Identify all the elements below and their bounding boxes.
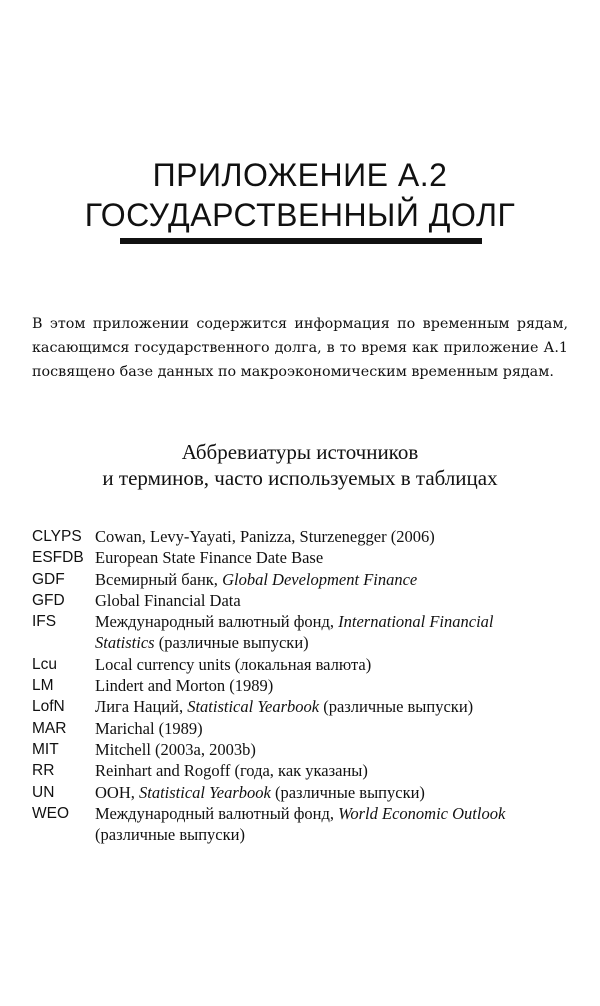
abbreviation-description bbox=[95, 547, 572, 568]
description-italic-title: Statistical Yearbook bbox=[139, 782, 271, 802]
abbreviation-row bbox=[32, 590, 572, 611]
abbreviation-row bbox=[32, 654, 572, 675]
abbreviation-description bbox=[95, 739, 572, 760]
abbreviation-list bbox=[32, 526, 572, 845]
description-italic-title: Statistics bbox=[95, 633, 155, 653]
abbreviation-description bbox=[95, 782, 572, 803]
abbreviation-row bbox=[32, 547, 572, 568]
description-italic-title: Global Development Finance bbox=[222, 569, 418, 589]
abbreviation-description bbox=[95, 654, 572, 675]
abbreviation-description bbox=[95, 824, 572, 845]
abbreviation-row bbox=[32, 824, 572, 845]
description-text: European State Finance Date Base bbox=[95, 548, 324, 568]
description-suffix: (различные выпуски) bbox=[154, 633, 309, 653]
abbreviation-row bbox=[32, 526, 572, 547]
description-italic-title: World Economic Outlook bbox=[338, 803, 506, 823]
description-text: Marichal (1989) bbox=[95, 718, 203, 738]
abbreviation-row bbox=[32, 782, 572, 803]
description-suffix: (различные выпуски) bbox=[319, 697, 474, 717]
description-text: Mitchell (2003a, 2003b) bbox=[95, 739, 256, 759]
abbreviation-row bbox=[32, 696, 572, 717]
abbreviation-row bbox=[32, 569, 572, 590]
section-heading-line1: Аббревиатуры источников bbox=[181, 440, 419, 464]
appendix-title: ПРИЛОЖЕНИЕ А.2 bbox=[152, 157, 448, 193]
abbreviation-row bbox=[32, 675, 572, 696]
description-prefix: Всемирный банк, bbox=[95, 569, 223, 589]
description-text: Lindert and Morton (1989) bbox=[95, 676, 274, 696]
abbreviation-code: WEO bbox=[32, 804, 70, 822]
intro-paragraph: В этом приложении содержится информация по временным рядам, касающимся государственного долга, в то время как приложение А.1 посвящено базе данных по макроэкономическим временным рядам. bbox=[32, 316, 568, 380]
abbreviation-row bbox=[32, 632, 572, 653]
description-text: Global Financial Data bbox=[95, 590, 241, 610]
abbreviation-row bbox=[32, 803, 572, 824]
abbreviation-code: GDF bbox=[32, 570, 65, 588]
abbreviation-description bbox=[95, 696, 572, 717]
abbreviation-description bbox=[95, 590, 572, 611]
appendix-subtitle: ГОСУДАРСТВЕННЫЙ ДОЛГ bbox=[84, 197, 516, 233]
description-suffix: (различные выпуски) bbox=[270, 782, 425, 802]
description-text: (различные выпуски) bbox=[95, 825, 245, 845]
abbreviation-code: Lcu bbox=[32, 655, 57, 673]
abbreviation-code: UN bbox=[32, 783, 55, 801]
description-prefix: Лига Наций, bbox=[95, 697, 188, 717]
abbreviation-description bbox=[95, 611, 572, 632]
description-prefix: Международный валютный фонд, bbox=[95, 803, 339, 823]
section-heading-line2: и терминов, часто используемых в таблицах bbox=[102, 466, 498, 490]
abbreviation-code: RR bbox=[32, 762, 55, 780]
description-text: Reinhart and Rogoff (года, как указаны) bbox=[95, 761, 368, 781]
abbreviation-row bbox=[32, 718, 572, 739]
description-prefix: Международный валютный фонд, bbox=[95, 612, 339, 632]
abbreviation-description bbox=[95, 632, 572, 653]
abbreviation-code: LM bbox=[32, 677, 54, 695]
abbreviation-description bbox=[95, 760, 572, 781]
abbreviation-row bbox=[32, 739, 572, 760]
title-rule bbox=[120, 238, 482, 244]
description-prefix: ООН, bbox=[95, 782, 139, 802]
abbreviation-description bbox=[95, 569, 572, 590]
abbreviation-description bbox=[95, 675, 572, 696]
abbreviation-description bbox=[95, 718, 572, 739]
abbreviation-code bbox=[32, 632, 95, 653]
abbreviation-code: LofN bbox=[32, 698, 65, 716]
abbreviation-description bbox=[95, 526, 572, 547]
abbreviation-code: ESFDB bbox=[32, 549, 84, 567]
description-text: Local currency units (локальная валюта) bbox=[95, 654, 372, 674]
description-text: Cowan, Levy-Yayati, Panizza, Sturzenegger (2006) bbox=[95, 527, 435, 546]
description-italic-title: International Financial bbox=[338, 612, 494, 632]
description-italic-title: Statistical Yearbook bbox=[187, 697, 320, 717]
abbreviation-row bbox=[32, 760, 572, 781]
abbreviation-description bbox=[95, 803, 572, 824]
abbreviation-code bbox=[32, 824, 95, 845]
abbreviation-code: MAR bbox=[32, 719, 67, 737]
abbreviation-code: MIT bbox=[32, 740, 59, 758]
abbreviation-row bbox=[32, 611, 572, 632]
abbreviation-code: GFD bbox=[32, 591, 65, 609]
abbreviation-code: IFS bbox=[32, 613, 57, 631]
abbreviation-code: CLYPS bbox=[32, 528, 82, 545]
